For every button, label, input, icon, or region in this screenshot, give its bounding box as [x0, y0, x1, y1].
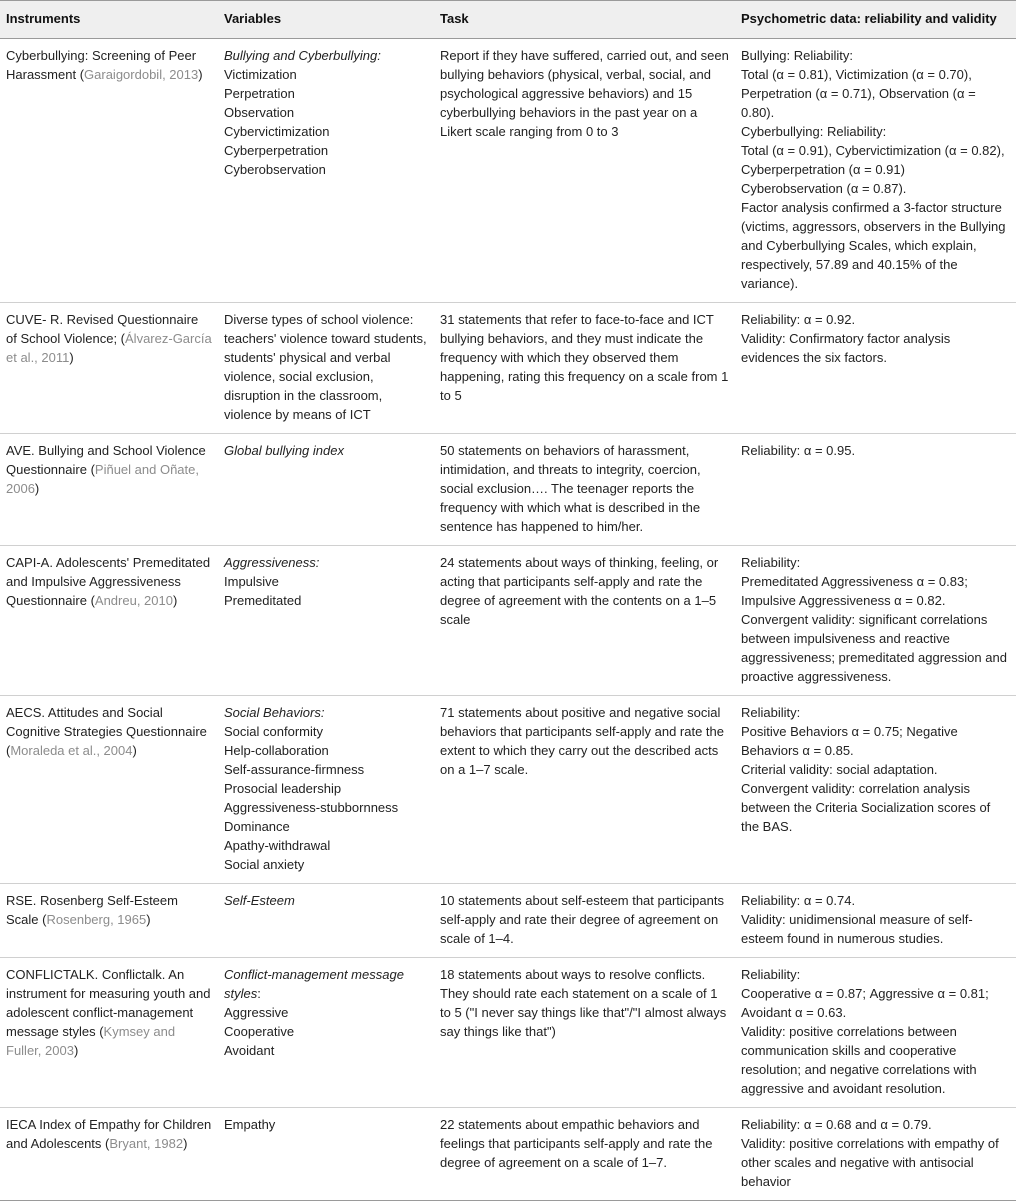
header-row — [0, 1, 1016, 39]
psychometric-line: Reliability: α = 0.92. — [741, 312, 856, 327]
instrument-name: AECS. Attitudes and Social Cognitive Strategies Questionnaire — [6, 705, 207, 739]
variables-heading — [224, 891, 428, 910]
variable-item: Dominance — [224, 819, 290, 834]
task-cell: 18 statements about ways to resolve conflicts. They should rate each statement on a scale of 1 to 5 ("I never say things like that"/"I almost always say things like that") — [434, 958, 735, 1108]
instrument-name: RSE. Rosenberg Self-Esteem Scale — [6, 893, 178, 927]
variables-heading-text: Self-Esteem — [224, 893, 295, 908]
psychometric-line: Reliability: α = 0.74. — [741, 893, 856, 908]
instrument-cell: Cyberbullying: Screening of Peer Harassment (Garaigordobil, 2013) — [0, 39, 218, 303]
psychometric-line: Positive Behaviors α = 0.75; Negative Behaviors α = 0.85. — [741, 724, 958, 758]
variables-heading-text: Social Behaviors: — [224, 705, 325, 720]
variable-item: Perpetration — [224, 86, 295, 101]
instrument-name: IECA Index of Empathy for Children and Adolescents — [6, 1117, 212, 1151]
variable-item: Apathy-withdrawal — [224, 838, 331, 853]
variable-item: Cyberperpetration — [224, 143, 329, 158]
variable-item: Cybervictimization — [224, 124, 330, 139]
psychometric-line: Reliability: — [741, 555, 801, 570]
psychometric-line: Reliability: — [741, 705, 801, 720]
variables-cell — [218, 1108, 434, 1201]
variable-item: Observation — [224, 105, 295, 120]
psychometric-line: Convergent validity: significant correlations between impulsiveness and reactive aggressiveness; premeditated aggression and proactive aggressiveness. — [741, 612, 1007, 684]
variables-cell — [218, 39, 434, 303]
variables-heading-text: Aggressiveness: — [224, 555, 320, 570]
variable-item: Victimization — [224, 67, 297, 82]
table-row — [0, 1108, 1016, 1201]
instrument-citation-link[interactable]: Piñuel and Oñate, 2006 — [6, 462, 199, 496]
instrument-name: CONFLICTALK. Conflictalk. An instrument for measuring youth and adolescent conflict-management message styles — [6, 967, 211, 1039]
header-variables: Variables — [218, 1, 434, 39]
psychometric-cell — [735, 39, 1016, 303]
variables-heading-text: Bullying and Cyberbullying: — [224, 48, 381, 63]
psychometric-line: Total (α = 0.91), Cybervictimization (α = 0.82), Cyberperpetration (α = 0.91) Cyberobservation (α = 0.87). — [741, 143, 1005, 196]
table-row — [0, 434, 1016, 546]
variable-item: Social anxiety — [224, 857, 305, 872]
variables-cell — [218, 546, 434, 696]
variables-cell — [218, 884, 434, 958]
variable-item: Cyberobservation — [224, 162, 326, 177]
instrument-citation-link[interactable]: Álvarez-García et al., 2011 — [6, 331, 212, 365]
instrument-cell: CONFLICTALK. Conflictalk. An instrument for measuring youth and adolescent conflict-management message styles (Kymsey and Fuller, 2003) — [0, 958, 218, 1108]
psychometric-cell — [735, 884, 1016, 958]
instrument-cell: CAPI-A. Adolescents' Premeditated and Impulsive Aggressiveness Questionnaire (Andreu, 2010) — [0, 546, 218, 696]
table-row — [0, 303, 1016, 434]
psychometric-line: Validity: Confirmatory factor analysis evidences the six factors. — [741, 331, 951, 365]
task-cell: 24 statements about ways of thinking, feeling, or acting that participants self-apply and rate the degree of agreement with the contents on a 1–5 scale — [434, 546, 735, 696]
psychometric-cell — [735, 303, 1016, 434]
instrument-citation-link[interactable]: Kymsey and Fuller, 2003 — [6, 1024, 176, 1058]
psychometric-line: Reliability: — [741, 967, 801, 982]
variables-cell — [218, 303, 434, 434]
variables-heading — [224, 441, 428, 460]
header-task: Task — [434, 1, 735, 39]
variables-heading — [224, 965, 428, 1003]
psychometric-cell — [735, 958, 1016, 1108]
variables-heading — [224, 703, 428, 722]
variable-item: Help-collaboration — [224, 743, 329, 758]
psychometric-line: Factor analysis confirmed a 3-factor structure (victims, aggressors, observers in the Bullying and Cyberbullying Scales, which explain, respectively, 57.89 and 40.15% of the variance). — [741, 200, 1006, 291]
variables-heading — [224, 46, 428, 65]
variable-item: Aggressiveness-stubbornness — [224, 800, 399, 815]
task-cell: 22 statements about empathic behaviors and feelings that participants self-apply and rate the degree of agreement on a scale of 1–7. — [434, 1108, 735, 1201]
instrument-name: CUVE- R. Revised Questionnaire of School Violence; — [6, 312, 199, 346]
task-cell: Report if they have suffered, carried out, and seen bullying behaviors (physical, verbal, social, and psychological aggressive behaviors) and 15 cyberbullying behaviors in the past year on a Likert scale ranging from 0 to 3 — [434, 39, 735, 303]
table-body — [0, 39, 1016, 1201]
psychometric-line: Reliability: α = 0.68 and α = 0.79. — [741, 1117, 932, 1132]
instrument-citation-link[interactable]: Garaigordobil, 2013 — [84, 67, 199, 82]
table-row — [0, 39, 1016, 303]
instrument-citation-link[interactable]: Rosenberg, 1965 — [46, 912, 147, 927]
psychometric-line: Bullying: Reliability: — [741, 48, 853, 63]
table-row — [0, 958, 1016, 1108]
psychometric-cell — [735, 434, 1016, 546]
psychometric-line: Cyberbullying: Reliability: — [741, 124, 887, 139]
task-cell: 50 statements on behaviors of harassment, intimidation, and threats to integrity, coercion, social exclusion…. The teenager reports the frequency with which what is described in the sentence has happened to him/her. — [434, 434, 735, 546]
instrument-cell: RSE. Rosenberg Self-Esteem Scale (Rosenberg, 1965) — [0, 884, 218, 958]
psychometric-line: Convergent validity: correlation analysis between the Criteria Socialization scores of the BAS. — [741, 781, 991, 834]
table-row — [0, 696, 1016, 884]
instrument-citation-link[interactable]: Andreu, 2010 — [94, 593, 173, 608]
variable-item: Aggressive — [224, 1005, 289, 1020]
variable-item: Cooperative — [224, 1024, 295, 1039]
variable-item: Empathy — [224, 1117, 276, 1132]
table-row — [0, 884, 1016, 958]
task-cell: 71 statements about positive and negative social behaviors that participants self-apply and rate the extent to which they carry out the described acts on a 1–7 scale. — [434, 696, 735, 884]
psychometric-line: Criterial validity: social adaptation. — [741, 762, 938, 777]
task-cell: 10 statements about self-esteem that participants self-apply and rate their degree of agreement on scale of 1–4. — [434, 884, 735, 958]
variable-item: Diverse types of school violence: teachers' violence toward students, students' physical and verbal violence, social exclusion, disruption in the classroom, violence by means of ICT — [224, 312, 427, 422]
variables-heading — [224, 553, 428, 572]
instrument-name: Cyberbullying: Screening of Peer Harassment — [6, 48, 197, 82]
variables-cell — [218, 434, 434, 546]
variable-item: Premeditated — [224, 593, 302, 608]
variable-item: Avoidant — [224, 1043, 275, 1058]
instrument-cell: AECS. Attitudes and Social Cognitive Strategies Questionnaire (Moraleda et al., 2004) — [0, 696, 218, 884]
psychometric-line: Validity: positive correlations between communication skills and cooperative resolution; and negative correlations with aggressive and avoidant resolution. — [741, 1024, 977, 1096]
header-psychometric: Psychometric data: reliability and validity — [735, 1, 1016, 39]
variables-cell — [218, 696, 434, 884]
psychometric-cell — [735, 696, 1016, 884]
instrument-name: AVE. Bullying and School Violence Questionnaire — [6, 443, 206, 477]
variables-heading-text: Conflict-management message styles — [224, 967, 404, 1001]
variables-heading-suffix: : — [257, 986, 261, 1001]
instrument-cell: CUVE- R. Revised Questionnaire of School Violence; (Álvarez-García et al., 2011) — [0, 303, 218, 434]
variable-item: Impulsive — [224, 574, 279, 589]
task-cell: 31 statements that refer to face-to-face and ICT bullying behaviors, and they must indicate the frequency with which they observed them happening, rating this frequency on a scale from 1 to 5 — [434, 303, 735, 434]
psychometric-line: Validity: unidimensional measure of self-esteem found in numerous studies. — [741, 912, 973, 946]
psychometric-line: Reliability: α = 0.95. — [741, 443, 856, 458]
psychometric-line: Cooperative α = 0.87; Aggressive α = 0.81; Avoidant α = 0.63. — [741, 986, 989, 1020]
psychometric-line: Total (α = 0.81), Victimization (α = 0.70), Perpetration (α = 0.71), Observation (α = 0.80). — [741, 67, 976, 120]
psychometric-line: Validity: positive correlations with empathy of other scales and negative with antisocial behavior — [741, 1136, 999, 1189]
table-row — [0, 546, 1016, 696]
variable-item: Prosocial leadership — [224, 781, 342, 796]
psychometric-cell — [735, 1108, 1016, 1201]
instrument-name: CAPI-A. Adolescents' Premeditated and Impulsive Aggressiveness Questionnaire — [6, 555, 211, 608]
instrument-cell: IECA Index of Empathy for Children and Adolescents (Bryant, 1982) — [0, 1108, 218, 1201]
header-instruments: Instruments — [0, 1, 218, 39]
variables-cell — [218, 958, 434, 1108]
variables-heading-text: Global bullying index — [224, 443, 344, 458]
instrument-citation-link[interactable]: Moraleda et al., 2004 — [10, 743, 133, 758]
variable-item: Self-assurance-firmness — [224, 762, 365, 777]
instrument-cell: AVE. Bullying and School Violence Questionnaire (Piñuel and Oñate, 2006) — [0, 434, 218, 546]
variable-item: Social conformity — [224, 724, 323, 739]
instrument-citation-link[interactable]: Bryant, 1982 — [109, 1136, 184, 1151]
psychometric-cell — [735, 546, 1016, 696]
psychometric-line: Premeditated Aggressiveness α = 0.83; Impulsive Aggressiveness α = 0.82. — [741, 574, 968, 608]
